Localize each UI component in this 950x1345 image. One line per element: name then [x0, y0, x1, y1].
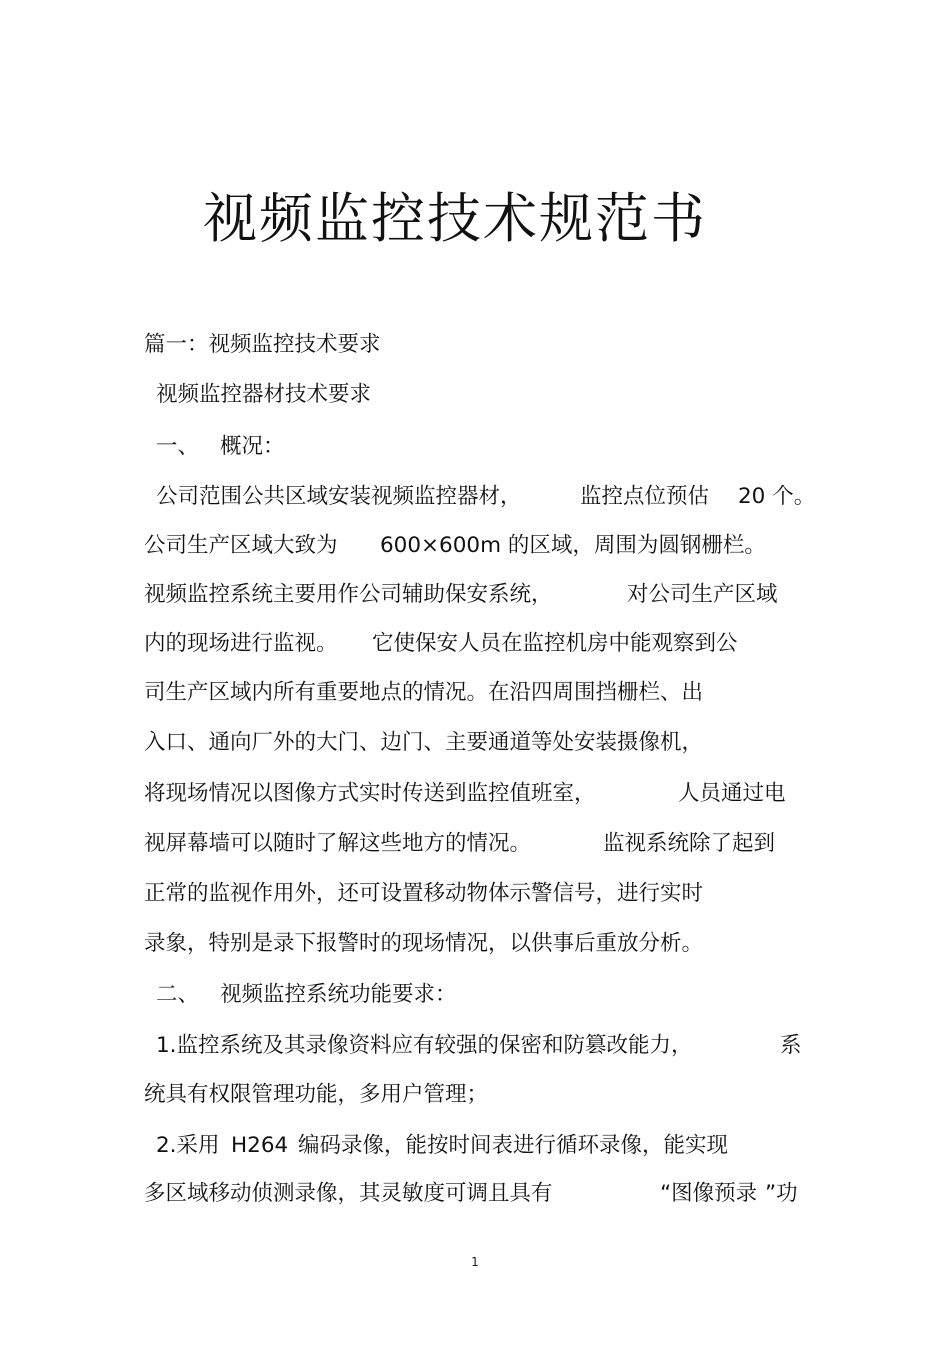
text-segment: 多区域移动侦测录像，其灵敏度可调且具有	[144, 1181, 553, 1206]
text-segment: 入口、通向厂外的大门、边门、主要通道等处安装摄像机，	[144, 730, 704, 755]
list-number: 二、	[156, 982, 200, 1007]
text-segment: 视频监控系统主要用作公司辅助保安系统，	[144, 582, 553, 607]
text-segment: 监视系统除了起到	[603, 831, 776, 856]
list-heading: 概况：	[220, 434, 285, 459]
text-segment: 它使保安人员在监控机房中能观察到公	[372, 631, 738, 656]
text-segment: “图像预录	[660, 1181, 758, 1206]
text-segment: 内的现场进行监视。	[144, 631, 338, 656]
text-segment: ”功	[765, 1181, 798, 1206]
text-segment: 统具有权限管理功能，多用户管理；	[144, 1082, 489, 1107]
section-heading: 篇一：视频监控技术要求	[144, 332, 381, 357]
text-segment: 正常的监视作用外，还可设置移动物体示警信号，进行实时	[144, 881, 704, 906]
text-segment: 编码录像，能按时间表进行循环录像，能实现	[298, 1133, 729, 1158]
page-number: 1	[471, 1255, 479, 1269]
document-title: 视频监控技术规范书	[203, 187, 707, 250]
text-segment: 人员通过电	[678, 781, 786, 806]
list-number: 一、	[156, 434, 200, 459]
text-segment: 20 个。	[738, 484, 816, 509]
text-segment: 录象，特别是录下报警时的现场情况，以供事后重放分析。	[144, 931, 704, 956]
text-segment: 对公司生产区域	[627, 582, 778, 607]
text-segment: 公司生产区域大致为	[144, 533, 338, 558]
list-heading: 视频监控系统功能要求：	[220, 982, 457, 1007]
text-segment: 公司范围公共区域安装视频监控器材，	[156, 484, 522, 509]
text-segment: H264	[231, 1133, 289, 1158]
text-segment: 将现场情况以图像方式实时传送到监控值班室，	[144, 781, 596, 806]
subsection-heading: 视频监控器材技术要求	[156, 382, 372, 407]
text-segment: 2.采用	[156, 1133, 220, 1158]
text-segment: 600×600m 的区域，周围为圆钢栅栏。	[380, 533, 766, 558]
text-segment: 1.监控系统及其录像资料应有较强的保密和防篡改能力，	[156, 1033, 693, 1058]
text-segment: 监控点位预估	[580, 484, 710, 509]
text-segment: 司生产区域内所有重要地点的情况。在沿四周围挡栅栏、出	[144, 680, 704, 705]
text-segment: 系	[780, 1033, 802, 1058]
text-segment: 视屏幕墙可以随时了解这些地方的情况。	[144, 831, 532, 856]
